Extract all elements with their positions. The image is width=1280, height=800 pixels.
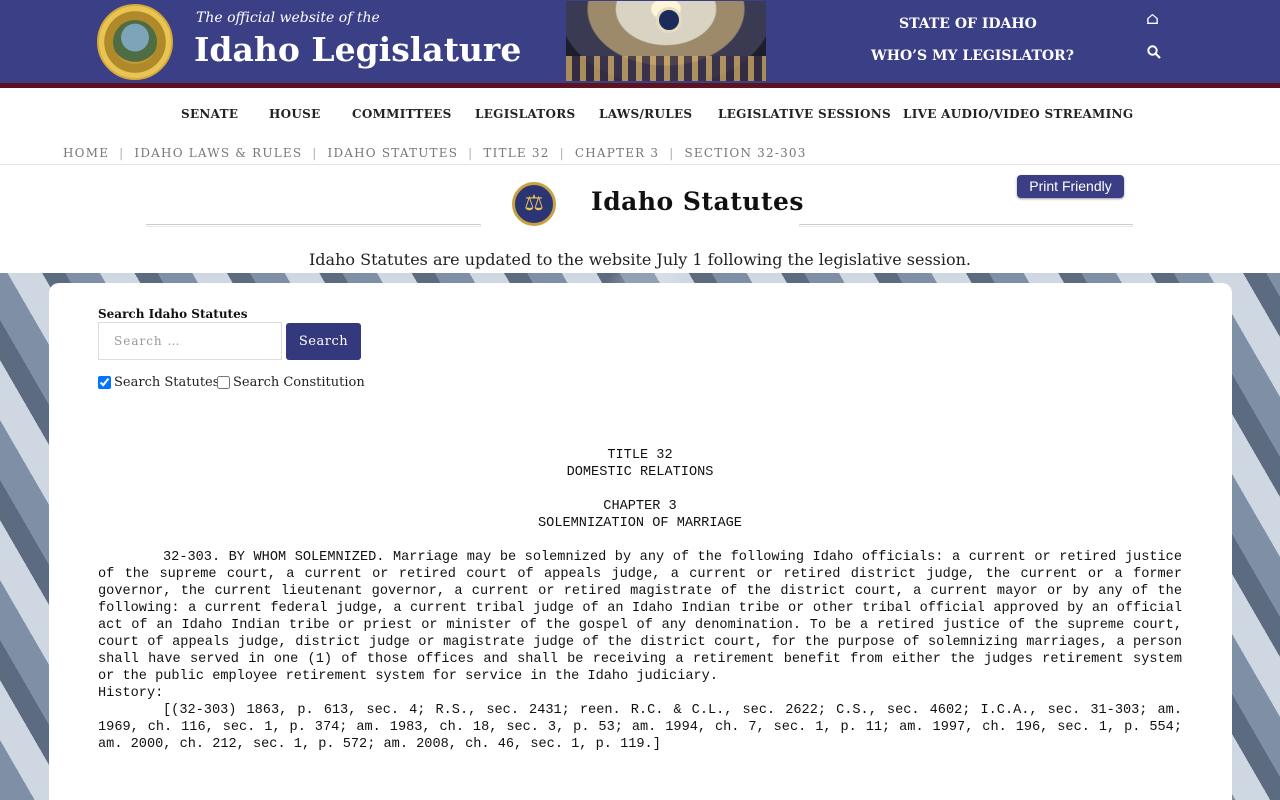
search-icon[interactable] (1147, 44, 1161, 64)
title-rule-right (799, 224, 1133, 227)
breadcrumb-separator: | (468, 146, 474, 160)
whos-my-legislator-link[interactable]: WHO’S MY LEGISLATOR? (871, 48, 1074, 64)
statute-title-name: DOMESTIC RELATIONS (566, 465, 714, 480)
search-statutes-label: Search Statutes (114, 375, 220, 390)
search-statutes-checkbox[interactable] (98, 376, 111, 389)
state-of-idaho-link[interactable]: STATE OF IDAHO (899, 16, 1037, 32)
capitol-dome-image (566, 1, 766, 81)
nav-committees[interactable]: COMMITTEES (352, 107, 452, 121)
nav-laws-rules[interactable]: LAWS/RULES (599, 107, 693, 121)
breadcrumb-separator: | (559, 146, 565, 160)
breadcrumb-separator: | (119, 146, 125, 160)
breadcrumb-divider (0, 164, 1280, 165)
history-label: History: (98, 686, 164, 701)
search-constitution-option[interactable] (217, 375, 365, 390)
nav-live-streaming[interactable]: LIVE AUDIO/VIDEO STREAMING (903, 107, 1134, 121)
search-statutes-option[interactable] (98, 375, 219, 390)
search-constitution-checkbox[interactable] (217, 376, 230, 389)
nav-house[interactable]: HOUSE (269, 107, 321, 121)
breadcrumb-section: SECTION 32-303 (684, 146, 807, 160)
site-tagline: The official website of the (196, 10, 380, 26)
search-button[interactable]: Search (286, 323, 361, 360)
statute-chapter: CHAPTER 3 (603, 499, 677, 514)
statute-body: 32-303. BY WHOM SOLEMNIZED. Marriage may be solemnized by any of the following Idaho officials: a current or retired justice of the supreme court, a current or retired court of appeals judge, a current or retired district judge, the current or a former governor, the current lieutenant governor, a current or retired magistrate of the district court, a current mayor or by any of the following: a current federal judge, a current tribal judge of an Idaho Indian tribe or other tribal official approved by an official act of an Idaho Indian tribe or priest or minister of the gospel of any denomination. To be a retired justice of the supreme court, court of appeals judge, district judge or magistrate judge of the district court, for the purpose of solemnizing marriages, a person shall have served in one (1) of those offices and shall be receiving a retirement benefit from either the judges retirement system or the public employee retirement system for service in the Idaho judiciary. (98, 550, 1182, 684)
breadcrumb-chapter[interactable]: CHAPTER 3 (574, 146, 660, 160)
breadcrumb-laws-rules[interactable]: IDAHO LAWS & RULES (134, 146, 303, 160)
breadcrumb-statutes[interactable]: IDAHO STATUTES (327, 146, 459, 160)
breadcrumb-separator: | (669, 146, 675, 160)
statute-title: TITLE 32 (607, 448, 673, 463)
main-nav (0, 98, 1280, 132)
title-rule-left (146, 224, 481, 227)
page-title: Idaho Statutes (591, 187, 804, 216)
nav-legislative-sessions[interactable]: LEGISLATIVE SESSIONS (718, 107, 891, 121)
state-seal-logo[interactable] (97, 4, 173, 80)
search-constitution-label: Search Constitution (233, 375, 365, 390)
nav-senate[interactable]: SENATE (181, 107, 239, 121)
update-notice: Idaho Statutes are updated to the website July 1 following the legislative session. (308, 250, 971, 269)
breadcrumb (63, 146, 807, 164)
scales-of-justice-icon: ⚖ (512, 182, 556, 226)
search-label: Search Idaho Statutes (98, 307, 248, 321)
site-title[interactable]: Idaho Legislature (194, 30, 522, 69)
site-header (0, 0, 1280, 88)
breadcrumb-home[interactable]: HOME (63, 146, 110, 160)
history-text: [(32-303) 1863, p. 613, sec. 4; R.S., sec. 2431; reen. R.C. & C.L., sec. 2622; C.S., sec. 4602; I.C.A., sec. 31-303; am. 1969, ch. 116, sec. 1, p. 374; am. 1983, ch. 18, sec. 3, p. 53; am. 1994, ch. 7, sec. 1, p. 11; am. 1997, ch. 196, sec. 1, p. 554; am. 2000, ch. 212, sec. 1, p. 572; am. 2008, ch. 46, sec. 1, p. 119.] (98, 703, 1182, 752)
print-friendly-button[interactable]: Print Friendly (1017, 175, 1124, 198)
home-icon[interactable]: ⌂ (1146, 9, 1159, 29)
breadcrumb-separator: | (312, 146, 318, 160)
breadcrumb-title[interactable]: TITLE 32 (483, 146, 550, 160)
statute-text (98, 447, 1182, 753)
statute-chapter-name: SOLEMNIZATION OF MARRIAGE (538, 516, 742, 531)
nav-legislators[interactable]: LEGISLATORS (475, 107, 576, 121)
search-input[interactable] (98, 322, 282, 360)
